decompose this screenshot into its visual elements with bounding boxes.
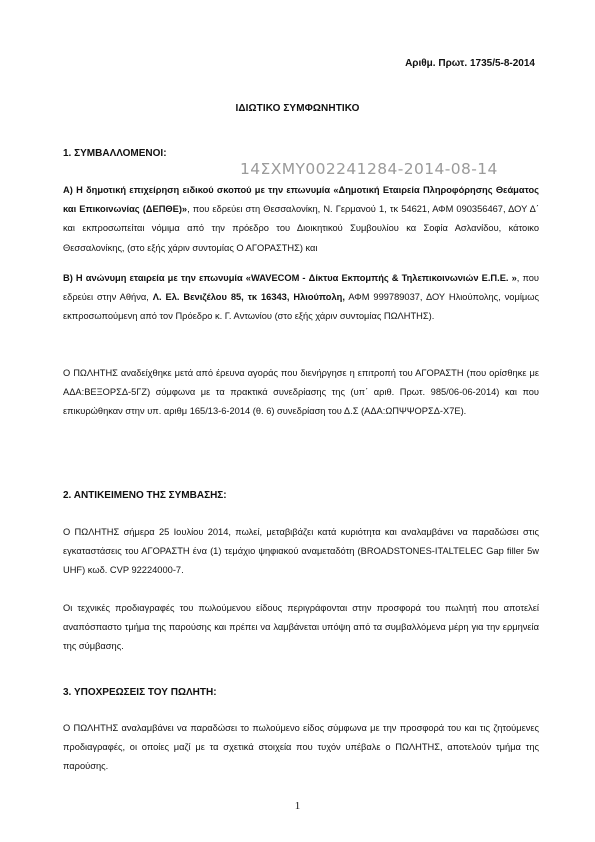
section-1-heading: 1. ΣΥΜΒΑΛΛΟΜΕΝΟΙ: <box>63 148 167 159</box>
party-b-details: ΑΦΜ 999789037, ΔΟΥ Ηλιούπολης, νομίμως εκπροσωπούμενη από τον Πρόεδρο κ. Γ. Αντωνίου (στο εξής χάριν συντομίας ΠΩΛΗΤΗΣ). <box>63 292 539 322</box>
party-b-seat: , που εδρεύει στην Αθήνα, <box>63 273 539 303</box>
section-2-heading: 2. ΑΝΤΙΚΕΙΜΕΝΟ ΤΗΣ ΣΥΜΒΑΣΗΣ: <box>63 490 227 501</box>
technical-specs-paragraph: Οι τεχνικές προδιαγραφές του πωλούμενου είδους περιγράφονται στην προσφορά του πωλητή που αποτελεί αναπόσπαστο τμήμα της παρούσης και πρέπει να λαμβάνεται υπόψη από τα συμβαλλόμενα μέρη για την ερμηνεία της σύμβασης. <box>63 603 539 652</box>
page-number: 1 <box>294 800 301 812</box>
party-b-address: Λ. Ελ. Βενιζέλου 85, τκ 16343, Ηλιούπολη, <box>152 292 345 303</box>
party-b-name: Β) Η ανώνυμη εταιρεία με την επωνυμία «WAVECOM - Δίκτυα Εκπομπής & Τηλεπικοινωνιών Ε.Π.Ε. » <box>63 273 517 283</box>
seller-selection-paragraph: Ο ΠΩΛΗΤΗΣ αναδείχθηκε μετά από έρευνα αγοράς που διενήργησε η επιτροπή του ΑΓΟΡΑΣΤΗ (που ορίσθηκε με ΑΔΑ:ΒΕΞΟΡΣΔ-5ΓΖ) σύμφωνα με τα πρακτικά συνεδρίασης της (υπ΄ αριθ. Πρωτ. 985/06-06-2014) και που επικυρώθηκαν στην υπ. αριθμ 165/13-6-2014 (θ. 6) συνεδρίαση του Δ.Σ (ΑΔΑ:ΩΠΨΨΟΡΣΔ-Χ7Ε). <box>63 368 539 417</box>
protocol-number: Αριθμ. Πρωτ. 1735/5-8-2014 <box>405 58 535 69</box>
document-watermark: 14ΣΧΜΥ002241284-2014-08-14 <box>240 160 498 178</box>
section-3-heading: 3. ΥΠΟΧΡΕΩΣΕΙΣ ΤΟΥ ΠΩΛΗΤΗ: <box>63 687 217 698</box>
contract-object-paragraph: Ο ΠΩΛΗΤΗΣ σήμερα 25 Ιουλίου 2014, πωλεί, μεταβιβάζει κατά κυριότητα και αναλαμβάνει να παραδώσει στις εγκαταστάσεις του ΑΓΟΡΑΣΤΗ ένα (1) τεμάχιο ψηφιακού αναμεταδότη (BROADSTONES-ITALTELEC Gap filler 5w UHF) κωδ. CVP 92224000-7. <box>63 527 539 576</box>
party-a-paragraph <box>63 181 539 258</box>
party-a-name: Α) Η δημοτική επιχείρηση ειδικού σκοπού με την επωνυμία «Δημοτική Εταιρεία Πληροφόρησης Θεάματος και Επικοινωνίας (ΔΕΠΘΕ)» <box>63 185 539 215</box>
seller-obligations-paragraph: Ο ΠΩΛΗΤΗΣ αναλαμβάνει να παραδώσει το πωλούμενο είδος σύμφωνα με την προσφορά του και τις ζητούμενες προδιαγραφές, οι οποίες μαζί με τα σχετικά στοιχεία που τυχόν υπέβαλε ο ΠΩΛΗΤΗΣ, αποτελούν τμήμα της παρούσης. <box>63 723 539 772</box>
document-title: ΙΔΙΩΤΙΚΟ ΣΥΜΦΩΝΗΤΙΚΟ <box>235 103 360 114</box>
party-b-paragraph <box>63 269 539 327</box>
party-a-details: , που εδρεύει στη Θεσσαλονίκη, Ν. Γερμανού 1, τκ 54621, ΑΦΜ 090356467, ΔΟΥ Δ΄ και εκπροσωπείται νόμιμα από την πρόεδρο του Διοικητικού Συμβουλίου κα Σοφία Ασλανίδου, κάτοικο Θεσσαλονίκης, (στο εξής χάριν συντομίας Ο ΑΓΟΡΑΣΤΗΣ) και <box>63 204 539 253</box>
